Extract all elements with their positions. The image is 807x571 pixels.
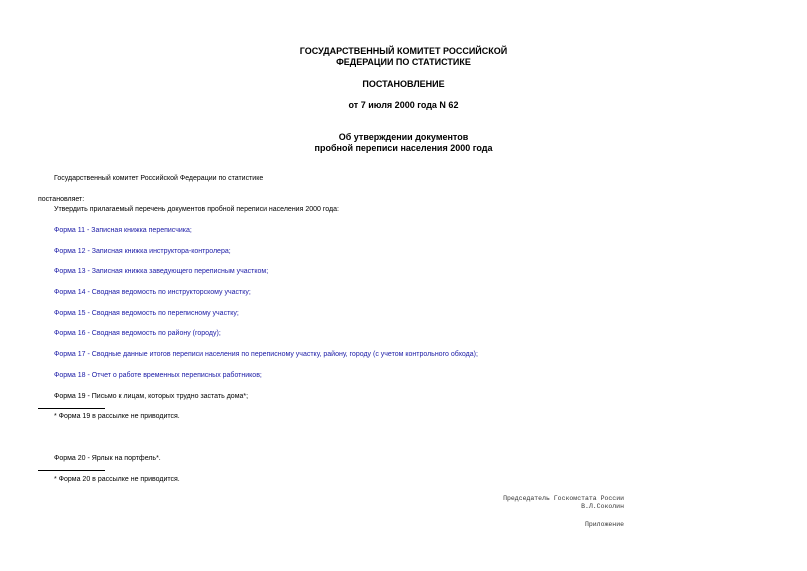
- footnote-rule-19: [38, 408, 105, 409]
- form-link-16[interactable]: Форма 16 - Сводная ведомость по району (городу);: [54, 330, 221, 337]
- header-title-line2: пробной переписи населения 2000 года: [314, 143, 493, 153]
- footnote-rule-20: [38, 470, 105, 471]
- header-date-number: от 7 июля 2000 года N 62: [348, 100, 459, 110]
- footnote-19: * Форма 19 в рассылке не приводится.: [54, 413, 180, 420]
- signature-position: Председатель Госкомстата России: [503, 495, 624, 502]
- header-doc-type: ПОСТАНОВЛЕНИЕ: [362, 79, 445, 89]
- form-link-17[interactable]: Форма 17 - Сводные данные итогов переписи населения по переписному участку, району, городу (с учетом контрольного обхода);: [54, 351, 478, 358]
- form-link-12[interactable]: Форма 12 - Записная книжка инструктора-контролера;: [54, 248, 231, 255]
- form-20-text: Форма 20 - Ярлык на портфель*.: [54, 455, 161, 462]
- header-org-line2: ФЕДЕРАЦИИ ПО СТАТИСТИКЕ: [336, 57, 471, 67]
- approve-text: Утвердить прилагаемый перечень документов пробной переписи населения 2000 года:: [54, 206, 339, 213]
- form-link-18[interactable]: Форма 18 - Отчет о работе временных переписных работников;: [54, 372, 262, 379]
- form-link-13[interactable]: Форма 13 - Записная книжка заведующего переписным участком;: [54, 268, 269, 275]
- intro-text: Государственный комитет Российской Федерации по статистике: [54, 175, 264, 182]
- signature-name: В.Л.Соколин: [581, 503, 624, 510]
- form-link-11[interactable]: Форма 11 - Записная книжка переписчика;: [54, 227, 192, 234]
- resolves-text: постановляет:: [38, 196, 85, 203]
- form-19-text: Форма 19 - Письмо к лицам, которых трудно застать дома*;: [54, 393, 249, 400]
- appendix-label: Приложение: [584, 521, 624, 528]
- form-link-14[interactable]: Форма 14 - Сводная ведомость по инструкторскому участку;: [54, 289, 251, 296]
- form-link-15[interactable]: Форма 15 - Сводная ведомость по переписному участку;: [54, 310, 239, 317]
- header-org-line1: ГОСУДАРСТВЕННЫЙ КОМИТЕТ РОССИЙСКОЙ: [299, 46, 508, 56]
- header-title-line1: Об утверждении документов: [338, 132, 469, 142]
- footnote-20: * Форма 20 в рассылке не приводится.: [54, 476, 180, 483]
